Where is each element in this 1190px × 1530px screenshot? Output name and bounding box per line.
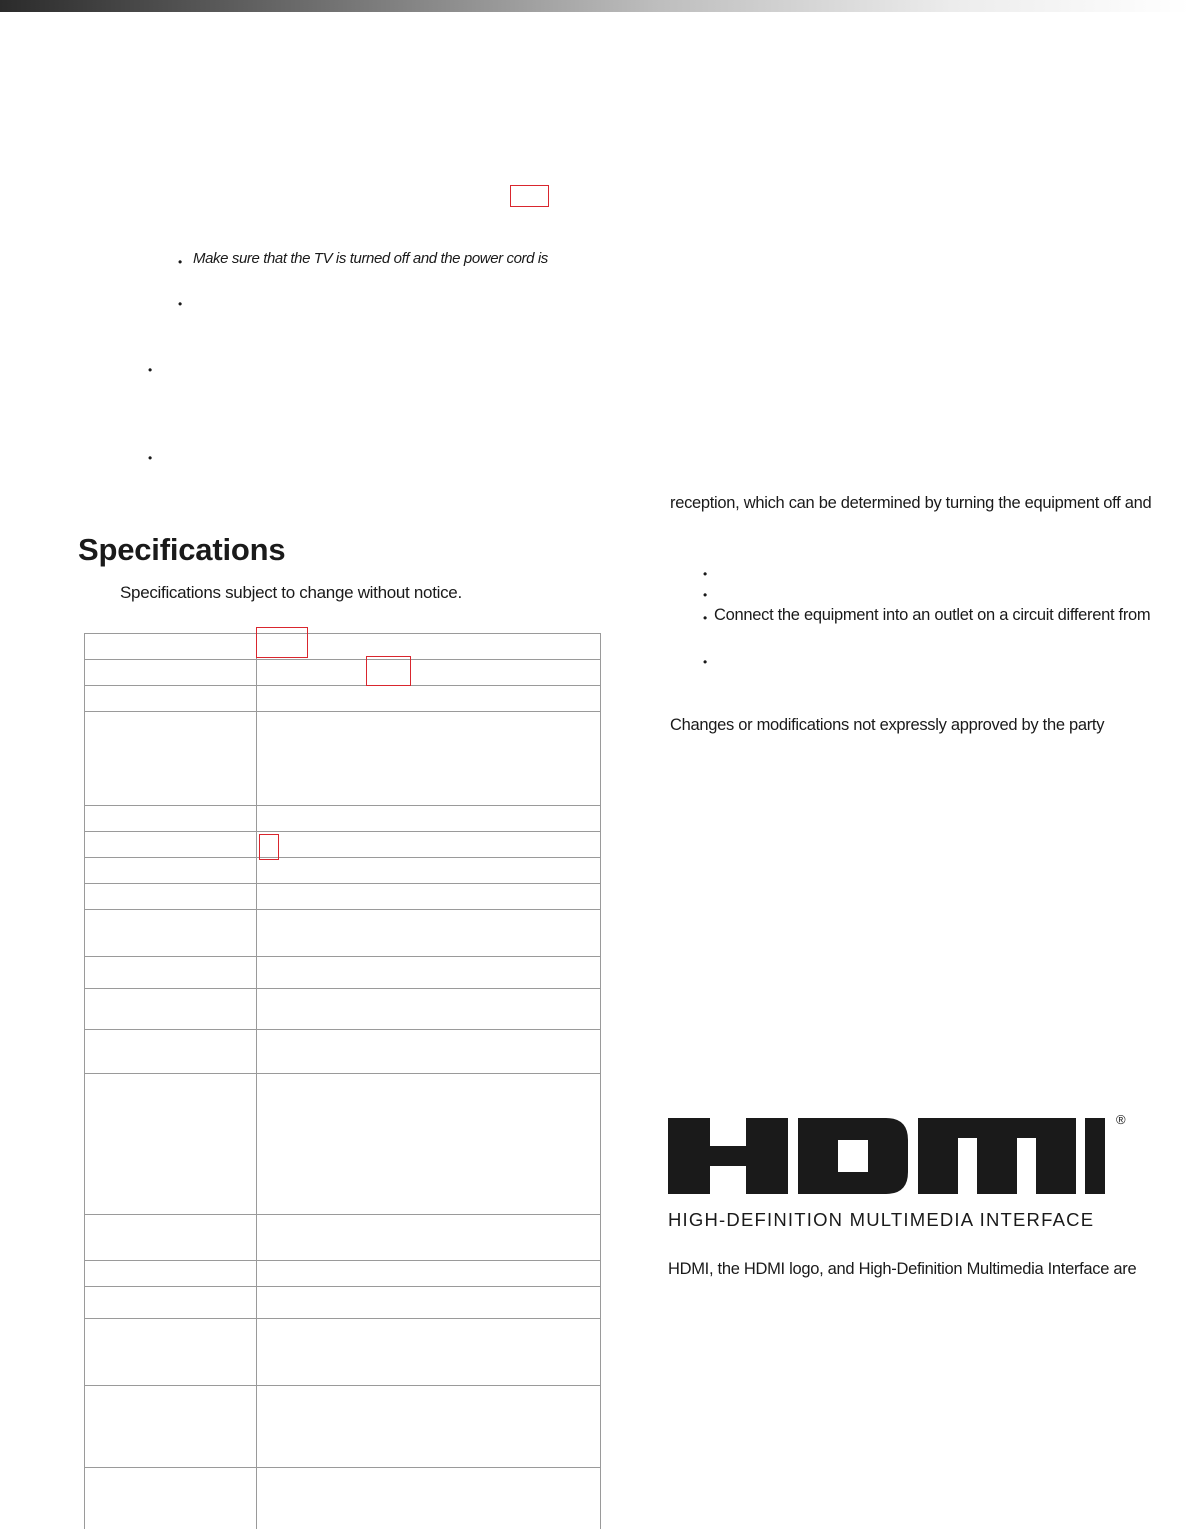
table-row — [85, 909, 600, 956]
list-bullet-icon: • — [148, 363, 153, 377]
table-row — [85, 956, 600, 988]
highlight-box — [510, 185, 549, 207]
changes-text: Changes or modifications not expressly approved by the party — [670, 716, 1105, 734]
list-bullet-icon: • — [703, 567, 708, 581]
hdmi-notice-text: HDMI, the HDMI logo, and High-Definition Multimedia Interface are — [668, 1260, 1137, 1278]
note-bullet-icon: • — [178, 255, 183, 269]
table-row — [85, 831, 600, 857]
spec-table — [84, 633, 601, 1529]
highlight-box — [366, 656, 411, 686]
table-row — [85, 1318, 600, 1385]
highlight-box — [259, 834, 279, 860]
table-row — [85, 988, 600, 1029]
list-bullet-icon: • — [703, 655, 708, 669]
reception-text: reception, which can be determined by turning the equipment off and — [670, 494, 1152, 512]
table-row — [85, 685, 600, 711]
registered-mark: ® — [1116, 1112, 1126, 1127]
table-row — [85, 1467, 600, 1529]
list-bullet-icon: • — [148, 451, 153, 465]
table-row — [85, 633, 600, 659]
hdmi-logo — [668, 1112, 1138, 1239]
list-bullet-icon: • — [703, 611, 708, 625]
table-row — [85, 1029, 600, 1073]
table-row — [85, 711, 600, 805]
note-bullet-icon: • — [178, 297, 183, 311]
measure-text: Connect the equipment into an outlet on a circuit different from — [714, 606, 1151, 624]
list-bullet-icon: • — [703, 588, 708, 602]
table-row — [85, 805, 600, 831]
table-row — [85, 1073, 600, 1214]
table-row — [85, 1385, 600, 1467]
table-row — [85, 883, 600, 909]
table-row — [85, 857, 600, 883]
highlight-box — [256, 627, 308, 658]
hdmi-tagline: HIGH-DEFINITION MULTIMEDIA INTERFACE — [668, 1209, 1095, 1230]
table-row — [85, 1214, 600, 1260]
table-row — [85, 1260, 600, 1286]
header-gradient-bar — [0, 0, 1190, 12]
table-row — [85, 1286, 600, 1318]
section-heading: Specifications — [78, 532, 286, 567]
section-subtitle: Specifications subject to change without notice. — [120, 583, 462, 602]
table-row — [85, 659, 600, 685]
note-text: Make sure that the TV is turned off and the power cord is — [193, 250, 548, 267]
